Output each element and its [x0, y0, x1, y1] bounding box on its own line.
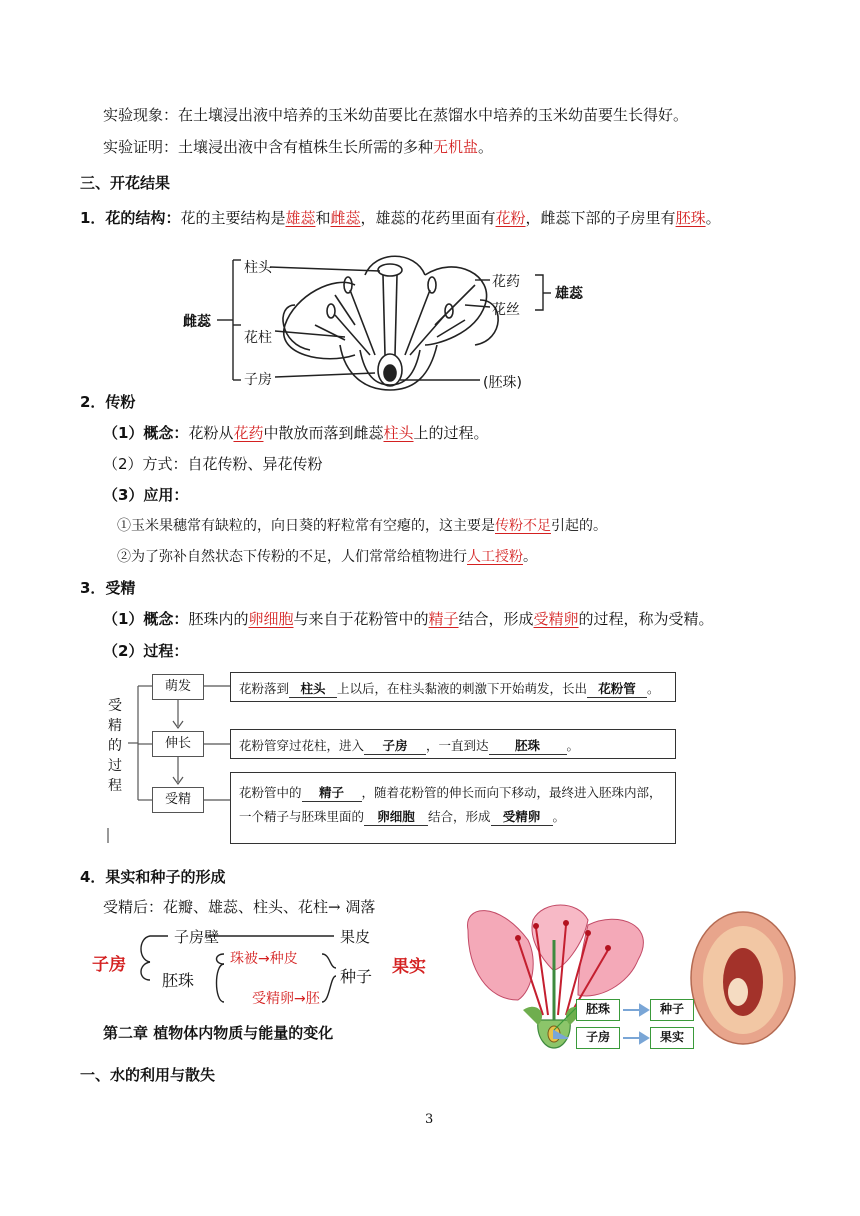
fruit-label: 果实: [392, 957, 426, 977]
label-ovule: (胚珠): [483, 375, 522, 391]
label-stigma: 柱头: [244, 260, 272, 276]
pollination-application: （3）应用：: [103, 486, 189, 504]
flower-diagram-drawing: [175, 245, 615, 395]
chapter-section-title: 一、水的利用与散失: [80, 1066, 216, 1084]
pollination-concept: （1）概念：花粉从花药中散放而落到雌蕊柱头上的过程。: [103, 424, 489, 442]
pollination-heading: 2．传粉: [80, 393, 136, 411]
flower-fruit-illustration: [458, 900, 798, 1050]
section-title: 三、开花结果: [80, 174, 171, 192]
tag-ovary: 子房: [576, 1027, 620, 1049]
label-pistil: 雌蕊: [183, 314, 211, 330]
ovary-wall-label: 子房壁: [174, 928, 220, 946]
application-2: ②为了弥补自然状态下传粉的不足，人们常常给植物进行人工授粉。: [117, 549, 537, 565]
chapter-title: 第二章 植物体内物质与能量的变化: [103, 1024, 334, 1042]
process-side-label: 受 精 的 过 程: [108, 698, 122, 794]
label-filament: 花丝: [492, 302, 520, 318]
fertilization-concept: （1）概念：胚珠内的卵细胞与来自于花粉管中的精子结合，形成受精卵的过程，称为受精。: [103, 610, 714, 628]
tag-seed: 种子: [650, 999, 694, 1021]
label-ovary: 子房: [244, 372, 272, 388]
label-stamen: 雄蕊: [555, 286, 583, 302]
phenomenon-line: 实验现象：在土壤浸出液中培养的玉米幼苗要比在蒸馏水中培养的玉米幼苗要生长得好。: [103, 106, 689, 124]
after-fertilization-line: 受精后：花瓣、雄蕊、柱头、花柱→ 凋落: [103, 898, 376, 916]
fruit-formation-diagram: [88, 924, 448, 1010]
fertilization-process-diagram: [100, 668, 680, 848]
proof-line: 实验证明：土壤浸出液中含有植株生长所需的多种无机盐。: [103, 138, 494, 156]
tag-ovule: 胚珠: [576, 999, 620, 1021]
fruit-heading: 4．果实和种子的形成: [80, 868, 226, 886]
pericarp-label: 果皮: [340, 928, 371, 946]
ovary-label: 子房: [92, 955, 126, 975]
tag-fruit: 果实: [650, 1027, 694, 1049]
integument-label: 珠被→种皮: [230, 951, 298, 967]
detail-elongation: 花粉管穿过花柱，进入 子房 ，一直到达 胚珠 。: [230, 729, 676, 759]
application-1: ①玉米果穗常有缺粒的，向日葵的籽粒常有空瘪的，这主要是传粉不足引起的。: [117, 518, 607, 534]
ovule-label: 胚珠: [162, 971, 195, 990]
flower-fruit-drawing: [458, 900, 798, 1050]
label-anther: 花药: [492, 274, 520, 290]
seed-label: 种子: [340, 967, 373, 986]
page-number: 3: [425, 1112, 434, 1127]
process-label: （2）过程：: [103, 642, 189, 660]
step-germination: 萌发: [152, 674, 204, 700]
step-elongation: 伸长: [152, 731, 204, 757]
fertilization-heading: 3．受精: [80, 579, 136, 597]
flower-structure-line: 1．花的结构：花的主要结构是雄蕊和雌蕊，雄蕊的花药里面有花粉，雌蕊下部的子房里有胚珠。: [80, 209, 721, 227]
detail-fertilization: 花粉管中的 精子 ，随着花粉管的伸长而向下移动，最终进入胚珠内部， 一个精子与胚珠里面的 卵细胞 结合，形成 受精卵 。: [230, 772, 676, 844]
answer-inorganic-salt: 无机盐: [433, 138, 479, 156]
step-fertilization: 受精: [152, 787, 204, 813]
zygote-label: 受精卵→胚: [252, 991, 320, 1007]
detail-germination: 花粉落到 柱头 上以后，在柱头黏液的刺激下开始萌发，长出 花粉管 。: [230, 672, 676, 702]
flower-diagram: [175, 245, 615, 395]
pollination-method: （2）方式：自花传粉、异花传粉: [103, 455, 323, 473]
label-style: 花柱: [244, 330, 272, 346]
